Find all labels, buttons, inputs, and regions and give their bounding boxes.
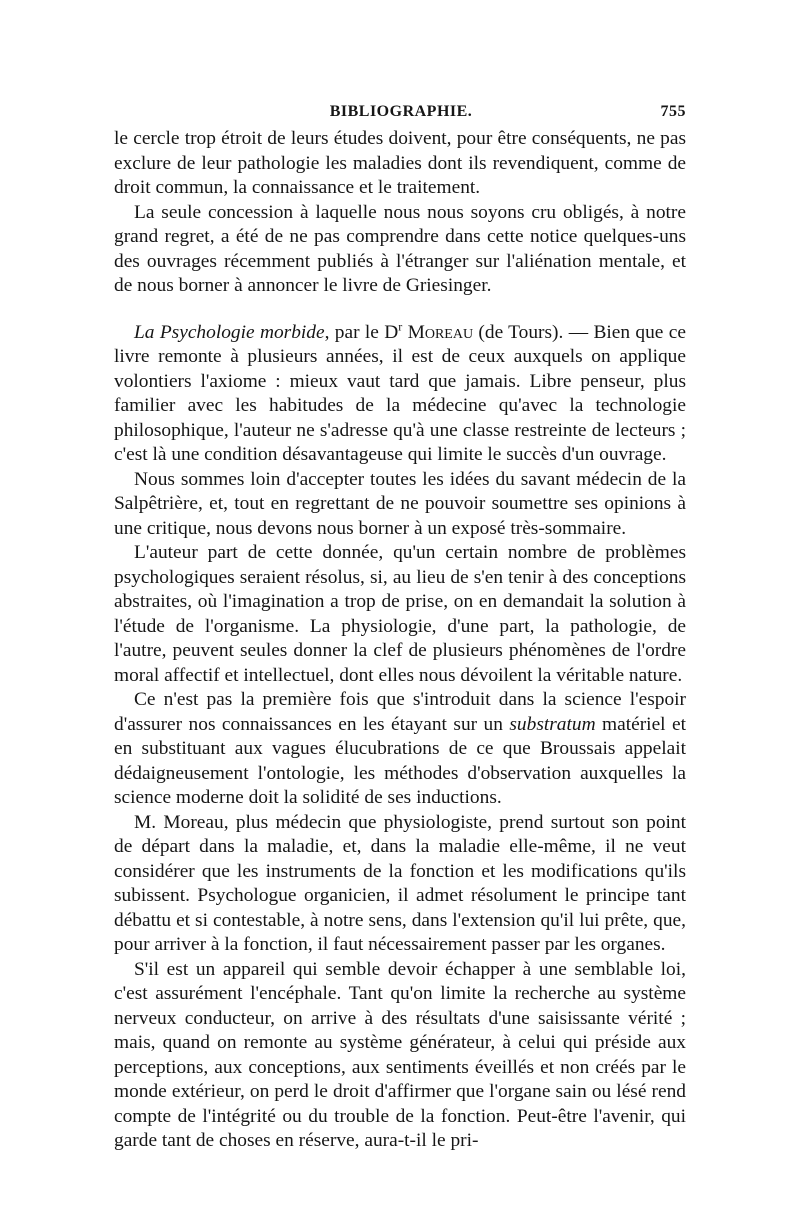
paragraph-continuation: le cercle trop étroit de leurs études doivent, pour être conséquents, ne pas exclure de leur pathologie les maladies dont ils revendiquent, comme de droit commun, la connaissance et le traitement. [114, 128, 686, 198]
paragraph-critique: Nous sommes loin d'accepter toutes les idées du savant médecin de la Salpêtrière, et, tout en regrettant de ne pouvoir soumettre ses opinions à une critique, nous devons nous borner à un exposé très-sommaire. [114, 468, 686, 539]
book-title: La Psychologie morbide [134, 321, 325, 343]
review-paragraph-intro [114, 321, 686, 468]
body-text [114, 127, 686, 1154]
running-header [116, 103, 686, 125]
substratum-term: substratum [509, 713, 596, 735]
author-prefix: , par le D [324, 321, 399, 343]
paragraph-concession: La seule concession à laquelle nous nous soyons cru obligés, à notre grand regret, a été de ne pas comprendre dans cette notice quelques-uns des ouvrages récemment publiés à l'étranger sur l'aliénation mentale, et de nous borner à annoncer le livre de Griesinger. [114, 201, 686, 296]
substratum-before: Ce n'est pas la première fois que s'introduit dans la science l'espoir d'assurer nos connaissances en les étayant sur un [114, 689, 686, 735]
substratum-after: matériel et en substituant aux vagues élucubrations de ce que Broussais appelait dédaigneusement l'ontologie, les méthodes d'observation auxquelles la science moderne doit la solidité de ses inductions. [114, 713, 687, 808]
review-intro-text: (de Tours). — Bien que ce livre remonte à plusieurs années, il est de ceux auxquels on applique volontiers l'axiome : mieux vaut tard que jamais. Libre penseur, plus familier avec les habitudes de la médecine qu'avec la technologie philosophique, l'auteur ne s'adresse qu'à une classe restreinte de lecteurs ; c'est là une condition désavantageuse qui limite le succès d'un ouvrage. [114, 321, 686, 465]
paragraph-encephalon: S'il est un appareil qui semble devoir échapper à une semblable loi, c'est assurément l'encéphale. Tant qu'on limite la recherche au système nerveux conducteur, on arrive à des résultats d'une saisissante vérité ; mais, quand on remonte au système générateur, à celui qui préside aux perceptions, aux conceptions, aux sentiments éveillés et non créés par le monde extérieur, on perd le droit d'affirmer que l'organe sain ou lésé rend compte de l'intégrité ou du trouble de la fonction. Peut-être l'avenir, qui garde tant de choses en réserve, aura-t-il le pri- [114, 958, 686, 1151]
paragraph-moreau-method: M. Moreau, plus médecin que physiologiste, prend surtout son point de départ dans la maladie, et, dans la maladie elle-même, il ne veut considérer que les instruments de la fonction et les modifications qu'ils subissent. Psychologue organicien, il admet résolument le principe tant débattu et si contestable, à notre sens, dans l'extension qu'il lui prête, que, pour arriver à la fonction, il faut nécessairement passer par les organes. [114, 811, 686, 955]
page-number: 755 [660, 103, 686, 120]
author-name: Moreau [407, 321, 474, 343]
paragraph-substratum [114, 688, 686, 811]
paragraph-premise: L'auteur part de cette donnée, qu'un certain nombre de problèmes psychologiques seraient résolus, si, au lieu de s'en tenir à des conceptions abstraites, où l'imagination a trop de prise, on en demandait la solution à l'étude de l'organisme. La physiologie, d'une part, la pathologie, de l'autre, peuvent seules donner la clef de plusieurs phénomènes de l'ordre moral affectif et intellectuel, dont elles nous dévoilent la véritable nature. [114, 542, 686, 686]
doctor-superscript: r [398, 319, 403, 334]
running-title: BIBLIOGRAPHIE. [329, 103, 473, 120]
